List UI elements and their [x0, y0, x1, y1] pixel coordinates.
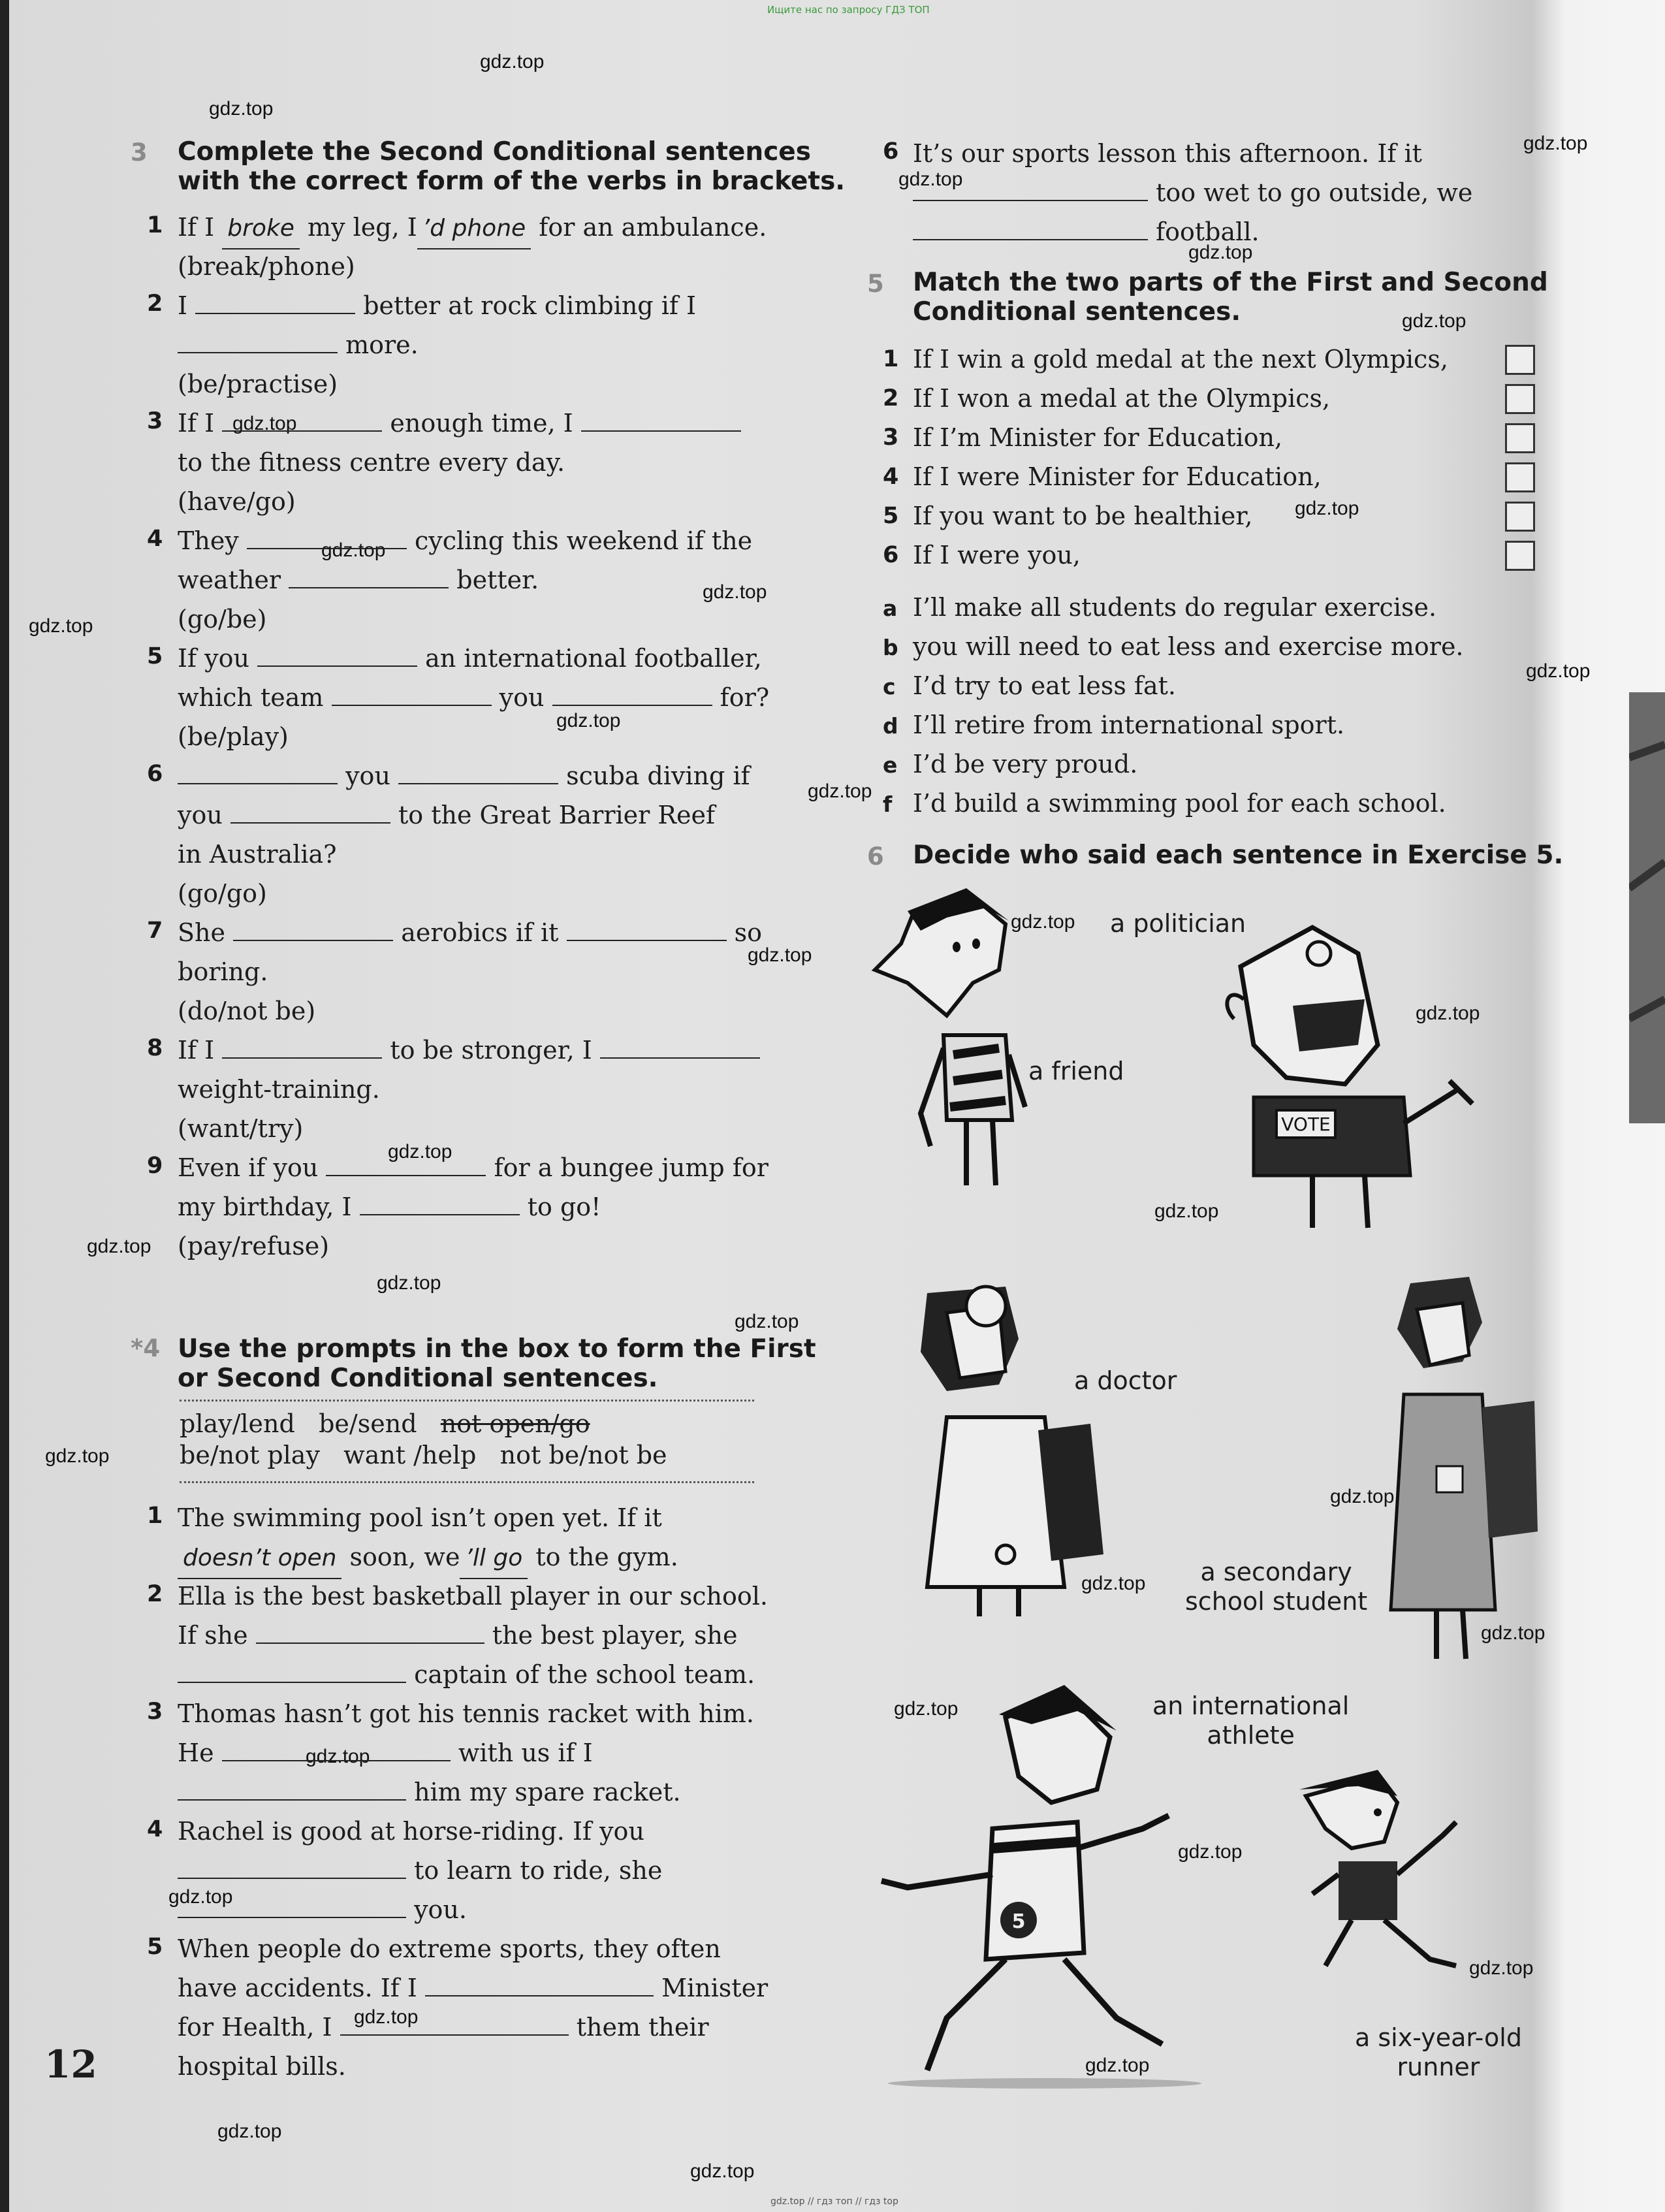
answer-blank[interactable] — [332, 682, 492, 706]
watermark: gdz.top — [1178, 1841, 1243, 1863]
facing-page-photo — [1629, 692, 1665, 1123]
watermark: gdz.top — [1085, 2055, 1150, 2076]
option-letter: e — [883, 752, 898, 778]
athlete-illustration — [868, 1678, 1214, 2090]
answer-blank[interactable] — [256, 1620, 484, 1644]
answer-blank[interactable] — [360, 1192, 520, 1215]
match-option-e: I’d be very proud. — [913, 750, 1138, 778]
exercise-3-item-6: you scuba diving if — [178, 756, 750, 795]
answer-blank[interactable] — [178, 761, 338, 784]
match-option-f: I’d build a swimming pool for each school. — [913, 789, 1446, 818]
exercise-4-item-4-cont2: you. — [178, 1890, 467, 1929]
match-option-d: I’ll retire from international sport. — [913, 711, 1345, 739]
athlete-bib-number: 5 — [1011, 1910, 1026, 1933]
item-number: 1 — [147, 1503, 163, 1529]
item-number: 1 — [147, 212, 163, 238]
watermark: gdz.top — [690, 2160, 755, 2182]
caption-runner: a six-year-old runner — [1355, 2023, 1522, 2081]
item-number: 3 — [147, 1699, 163, 1725]
verb-hint: (be/practise) — [178, 370, 338, 398]
prompt-row-1: play/lend be/send not open/go — [180, 1409, 590, 1438]
answer-blank[interactable] — [913, 178, 1148, 201]
answer-text: broke — [222, 209, 300, 249]
watermark: gdz.top — [388, 1141, 452, 1162]
exercise-4-item-1: The swimming pool isn’t open yet. If it — [178, 1503, 662, 1532]
answer-box-1[interactable] — [1505, 345, 1535, 375]
option-letter: a — [883, 596, 898, 621]
item-number: 6 — [883, 542, 899, 568]
answer-blank[interactable] — [233, 918, 393, 941]
exercise-3-item-3-cont: to the fitness centre every day. — [178, 448, 565, 477]
exercise-4-item-3-cont2: him my spare racket. — [178, 1772, 681, 1812]
answer-blank[interactable] — [178, 1895, 406, 1918]
answer-box-2[interactable] — [1505, 384, 1535, 414]
verb-hint: (break/phone) — [178, 252, 355, 281]
item-number: 5 — [147, 643, 163, 669]
exercise-4-item-5: When people do extreme sports, they often — [178, 1934, 721, 1963]
caption-athlete: an international athlete — [1152, 1691, 1350, 1750]
answer-blank[interactable] — [230, 800, 390, 824]
answer-blank[interactable] — [567, 918, 727, 941]
watermark: gdz.top — [1402, 310, 1467, 332]
answer-blank[interactable] — [913, 217, 1148, 240]
exercise-3-number: 3 — [131, 138, 148, 167]
exercise-4-item-2-cont: If she the best player, she — [178, 1621, 738, 1650]
exercise-4-item-4: Rachel is good at horse-riding. If you — [178, 1817, 644, 1846]
student-illustration — [1371, 1270, 1541, 1662]
prompt-row-2: be/not play want /help not be/not be — [180, 1441, 667, 1469]
watermark: gdz.top — [556, 710, 621, 731]
answer-box-5[interactable] — [1505, 502, 1535, 532]
item-number: 6 — [147, 761, 163, 787]
caption-doctor: a doctor — [1074, 1366, 1177, 1395]
exercise-6-number: 6 — [867, 842, 884, 871]
watermark: gdz.top — [377, 1272, 441, 1294]
watermark: gdz.top — [1154, 1200, 1219, 1222]
answer-blank[interactable] — [247, 526, 407, 549]
item-number: 2 — [147, 291, 163, 317]
watermark: gdz.top — [1188, 242, 1253, 263]
watermark: gdz.top — [306, 1746, 370, 1767]
exercise-4-item-3: Thomas hasn’t got his tennis racket with him. — [178, 1699, 754, 1728]
watermark: gdz.top — [1295, 498, 1359, 519]
watermark: gdz.top — [748, 944, 812, 966]
answer-blank[interactable] — [326, 1153, 486, 1176]
page-number: 12 — [44, 2042, 97, 2087]
exercise-3-item-9: Even if you for a bungee jump for — [178, 1153, 769, 1182]
watermark: gdz.top — [45, 1445, 110, 1467]
item-number: 2 — [147, 1581, 163, 1607]
answer-blank[interactable] — [289, 565, 449, 588]
exercise-3-item-1: If I broke my leg, I ’d phone for an ambulance. — [178, 208, 767, 249]
watermark: gdz.top — [1526, 660, 1591, 682]
runner-illustration — [1299, 1763, 1495, 1979]
verb-hint: (go/go) — [178, 879, 267, 908]
exercise-4-item-3-cont: He with us if I — [178, 1739, 593, 1767]
answer-blank[interactable] — [398, 761, 558, 784]
match-item-4: If I were Minister for Education, — [913, 462, 1322, 491]
item-number: 4 — [147, 526, 163, 552]
exercise-4-number: *4 — [131, 1334, 161, 1362]
exercise-3-item-2-cont: more. — [178, 325, 419, 364]
exercise-3-item-9-cont: my birthday, I to go! — [178, 1193, 601, 1221]
item-number: 2 — [883, 385, 899, 411]
exercise-3-item-3: If I enough time, I — [178, 404, 741, 443]
exercise-5-heading: Match the two parts of the First and Second Conditional sentences. — [913, 268, 1548, 327]
top-note: Ищите нас по запросу ГДЗ ТОП — [767, 4, 930, 16]
vote-sign-text: VOTE — [1281, 1114, 1331, 1135]
answer-blank[interactable] — [340, 2012, 569, 2036]
item-number: 7 — [147, 918, 163, 944]
item-number: 5 — [147, 1934, 163, 1960]
exercise-4-item-4-cont: to learn to ride, she — [178, 1851, 662, 1890]
exercise-4-item-5-cont: have accidents. If I Minister — [178, 1974, 769, 2002]
match-option-a: I’ll make all students do regular exercise. — [913, 593, 1437, 622]
watermark: gdz.top — [217, 2121, 282, 2142]
friend-illustration — [868, 885, 1064, 1192]
watermark: gdz.top — [1081, 1573, 1146, 1594]
watermark: gdz.top — [1481, 1622, 1546, 1644]
item-number: 4 — [147, 1816, 163, 1842]
exercise-4-item-1-cont: doesn’t open soon, we ’ll go to the gym. — [178, 1537, 678, 1579]
exercise-4-item-2-cont2: captain of the school team. — [178, 1655, 755, 1694]
watermark: gdz.top — [321, 539, 386, 561]
exercise-3-item-7-cont: boring. — [178, 957, 268, 986]
politician-illustration — [1214, 914, 1489, 1241]
item-number: 8 — [147, 1035, 163, 1061]
watermark: gdz.top — [1011, 911, 1075, 933]
exercise-3-item-6-cont2: in Australia? — [178, 840, 337, 869]
exercise-3-item-8: If I to be stronger, I — [178, 1031, 760, 1070]
exercise-4-item-5-cont3: hospital bills. — [178, 2052, 346, 2081]
answer-box-3[interactable] — [1505, 423, 1535, 453]
verb-hint: (want/try) — [178, 1114, 304, 1143]
exercise-3-item-2: I better at rock climbing if I — [178, 291, 697, 320]
caption-friend: a friend — [1028, 1057, 1124, 1085]
exercise-3-item-5: If you an international footballer, — [178, 644, 762, 673]
exercise-4-item-2: Ella is the best basketball player in our school. — [178, 1582, 769, 1611]
exercise-6-heading: Decide who said each sentence in Exercise 5. — [913, 841, 1564, 870]
watermark: gdz.top — [209, 98, 274, 120]
item-number: 9 — [147, 1153, 163, 1179]
answer-blank[interactable] — [581, 408, 741, 432]
watermark: gdz.top — [29, 615, 93, 637]
exercise-5-number: 5 — [867, 270, 884, 298]
watermark: gdz.top — [1469, 1957, 1534, 1979]
watermark: gdz.top — [232, 413, 297, 434]
answer-blank[interactable] — [425, 1973, 654, 1996]
watermark: gdz.top — [354, 2006, 419, 2028]
page-spine — [0, 0, 9, 2212]
watermark: gdz.top — [480, 51, 545, 72]
exercise-3-item-6-right-cont: too wet to go outside, we — [913, 173, 1472, 212]
watermark: gdz.top — [1523, 133, 1588, 154]
exercise-3-item-4: They cycling this weekend if the — [178, 526, 753, 555]
watermark: gdz.top — [808, 780, 872, 802]
answer-box-6[interactable] — [1505, 541, 1535, 571]
option-letter: f — [883, 792, 893, 817]
answer-blank[interactable] — [600, 1035, 760, 1059]
answer-blank[interactable] — [178, 330, 338, 353]
verb-hint: (pay/refuse) — [178, 1232, 330, 1260]
exercise-4-item-5-cont2: for Health, I them their — [178, 2013, 709, 2042]
verb-hint: (go/be) — [178, 605, 267, 633]
exercise-3-item-5-cont: which team you for? — [178, 683, 770, 712]
match-item-3: If I’m Minister for Education, — [913, 423, 1283, 452]
answer-text: doesn’t open — [178, 1539, 341, 1579]
answer-blank[interactable] — [552, 682, 712, 706]
exercise-3-item-7: She aerobics if it so — [178, 918, 763, 947]
exercise-3-heading: Complete the Second Conditional sentences with the correct form of the verbs in brackets. — [178, 137, 846, 196]
watermark: gdz.top — [894, 1698, 959, 1720]
watermark: gdz.top — [1330, 1486, 1395, 1507]
option-letter: c — [883, 674, 896, 699]
match-item-2: If I won a medal at the Olympics, — [913, 384, 1331, 413]
answer-text: ’d phone — [417, 209, 531, 249]
answer-blank[interactable] — [178, 1855, 406, 1879]
answer-blank[interactable] — [178, 1777, 406, 1801]
used-prompt: not open/go — [440, 1409, 590, 1438]
verb-hint: (be/play) — [178, 722, 289, 751]
exercise-3-item-6-cont: you to the Great Barrier Reef — [178, 801, 716, 829]
match-item-5: If you want to be healthier, — [913, 502, 1253, 530]
verb-hint: (do/not be) — [178, 997, 316, 1025]
item-number: 5 — [883, 503, 899, 529]
watermark: gdz.top — [87, 1236, 151, 1257]
match-option-b: you will need to eat less and exercise more. — [913, 632, 1464, 661]
answer-text: ’ll go — [460, 1539, 528, 1579]
caption-student: a secondary school student — [1185, 1558, 1368, 1616]
option-letter: d — [883, 713, 898, 739]
exercise-3-item-6-right: It’s our sports lesson this afternoon. If it — [913, 139, 1422, 168]
doctor-illustration — [888, 1280, 1110, 1620]
match-option-c: I’d try to eat less fat. — [913, 671, 1176, 700]
watermark: gdz.top — [735, 1311, 799, 1332]
watermark: gdz.top — [898, 168, 963, 190]
watermark: gdz.top — [1416, 1002, 1480, 1024]
exercise-3-item-6-right-cont2: football. — [913, 212, 1260, 251]
watermark: gdz.top — [703, 581, 767, 603]
option-letter: b — [883, 635, 898, 660]
verb-hint: (have/go) — [178, 487, 296, 516]
item-number: 6 — [883, 138, 899, 165]
answer-box-4[interactable] — [1505, 462, 1535, 492]
answer-blank[interactable] — [222, 408, 382, 432]
item-number: 3 — [147, 408, 163, 434]
caption-politician: a politician — [1110, 909, 1246, 938]
exercise-4-heading: Use the prompts in the box to form the First or Second Conditional sentences. — [178, 1334, 816, 1393]
answer-blank[interactable] — [222, 1738, 451, 1761]
answer-blank[interactable] — [257, 643, 417, 667]
exercise-3-item-4-cont: weather better. — [178, 566, 539, 594]
answer-blank[interactable] — [178, 1659, 406, 1683]
exercise-3-item-8-cont: weight-training. — [178, 1075, 380, 1104]
bottom-note: gdz.top // гдз топ // гдз top — [770, 2196, 898, 2207]
item-number: 3 — [883, 425, 899, 451]
match-item-6: If I were you, — [913, 541, 1081, 569]
answer-blank[interactable] — [222, 1035, 382, 1059]
match-item-1: If I win a gold medal at the next Olympics, — [913, 345, 1448, 374]
item-number: 4 — [883, 464, 899, 490]
item-number: 1 — [883, 346, 899, 372]
watermark: gdz.top — [168, 1886, 233, 1908]
answer-blank[interactable] — [195, 291, 355, 314]
